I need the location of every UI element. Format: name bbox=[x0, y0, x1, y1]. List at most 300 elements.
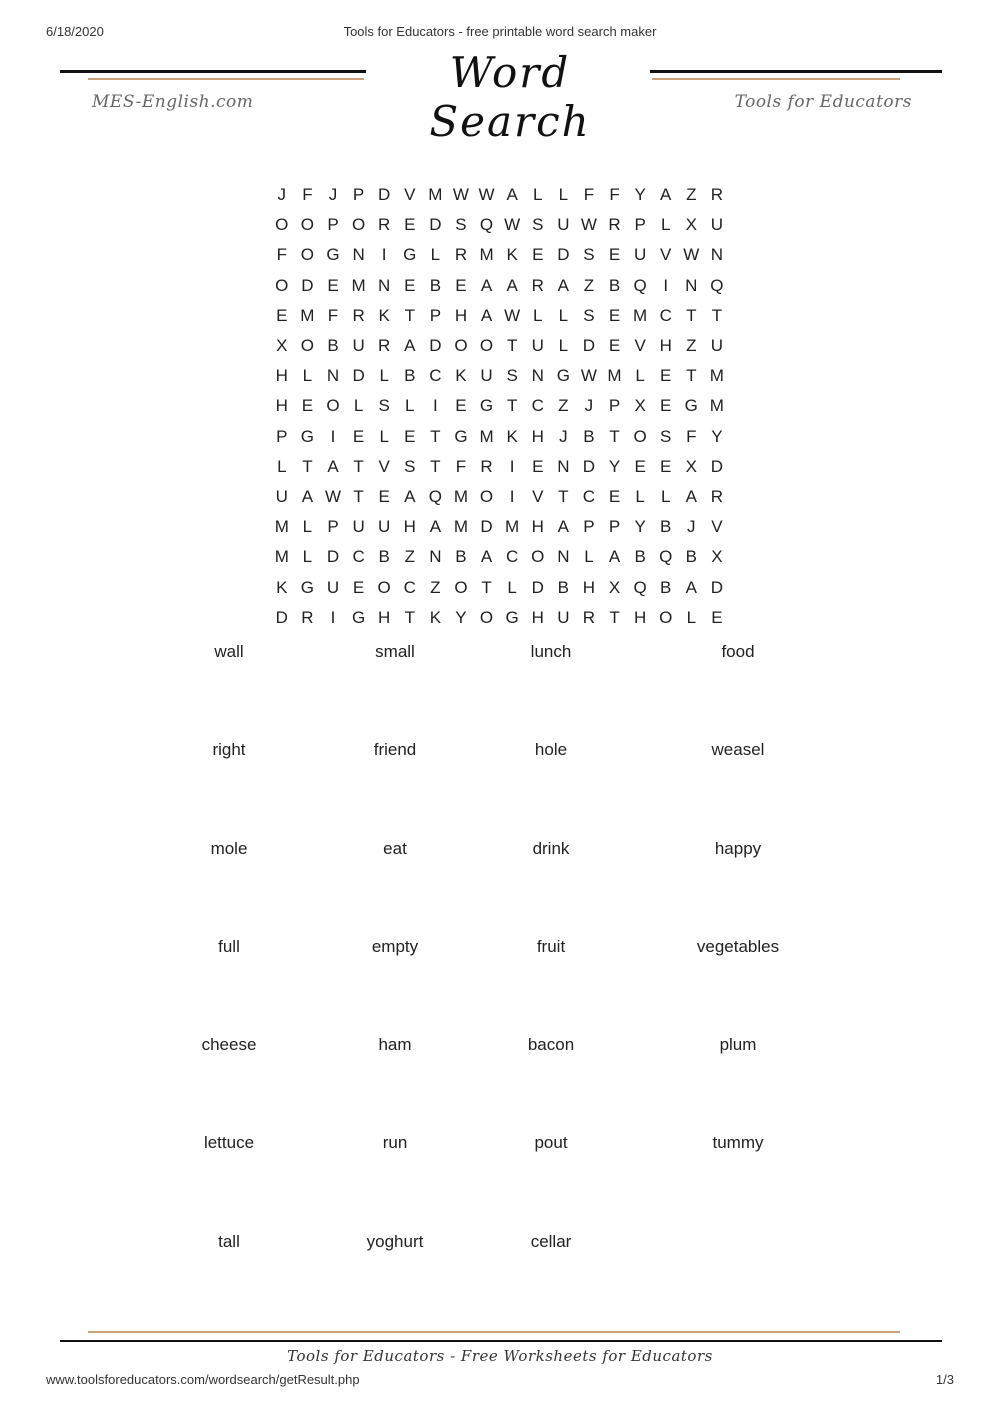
grid-letter: E bbox=[276, 305, 288, 325]
grid-letter: X bbox=[608, 577, 621, 597]
grid-letter: L bbox=[660, 486, 671, 506]
letter-grid bbox=[269, 180, 731, 633]
grid-letter: L bbox=[277, 456, 287, 476]
grid-letter: R bbox=[378, 215, 391, 235]
grid-letter: S bbox=[455, 215, 467, 235]
grid-letter: N bbox=[352, 245, 365, 265]
word-item: fruit bbox=[536, 936, 566, 956]
grid-letter: L bbox=[660, 215, 671, 235]
word-item: run bbox=[382, 1133, 408, 1153]
footer-url: www.toolsforeducators.com/wordsearch/getResult.php bbox=[46, 1372, 360, 1387]
grid-letter: F bbox=[302, 185, 313, 205]
grid-letter: Y bbox=[634, 185, 646, 205]
grid-letter: L bbox=[302, 547, 313, 567]
grid-letter: A bbox=[327, 456, 339, 476]
grid-letter: O bbox=[454, 577, 468, 597]
footer-page-number: 1/3 bbox=[935, 1372, 954, 1387]
grid-letter: Q bbox=[428, 486, 442, 506]
grid-letter: T bbox=[506, 336, 518, 356]
grid-letter: H bbox=[582, 577, 596, 597]
grid-letter: O bbox=[377, 577, 391, 597]
grid-letter: V bbox=[711, 517, 723, 537]
word-item: yoghurt bbox=[366, 1231, 424, 1251]
grid-letter: B bbox=[608, 275, 621, 295]
grid-letter: B bbox=[660, 577, 672, 597]
grid-letter: G bbox=[684, 396, 698, 416]
grid-letter: C bbox=[506, 547, 519, 567]
word-item: full bbox=[218, 936, 240, 956]
grid-letter: O bbox=[633, 426, 647, 446]
grid-letter: B bbox=[557, 577, 569, 597]
grid-letter: M bbox=[274, 547, 289, 567]
grid-letter: R bbox=[480, 456, 493, 476]
grid-letter: U bbox=[480, 366, 493, 386]
grid-letter: B bbox=[455, 547, 467, 567]
grid-letter: M bbox=[709, 366, 724, 386]
grid-letter: G bbox=[505, 607, 519, 627]
grid-letter: K bbox=[506, 245, 518, 265]
grid-letter: F bbox=[686, 426, 697, 446]
grid-row bbox=[269, 482, 731, 512]
word-row bbox=[0, 1230, 1000, 1328]
grid-letter: D bbox=[557, 245, 570, 265]
grid-letter: W bbox=[683, 245, 700, 265]
word-item: lettuce bbox=[203, 1133, 255, 1153]
grid-letter: T bbox=[404, 305, 415, 325]
grid-letter: L bbox=[558, 185, 569, 205]
footer-slogan: Tools for Educators - Free Worksheets for Educators bbox=[287, 1347, 713, 1365]
grid-letter: B bbox=[583, 426, 595, 446]
grid-letter: P bbox=[608, 396, 621, 416]
word-item: food bbox=[721, 642, 755, 661]
grid-letter: E bbox=[711, 607, 723, 627]
word-item: tummy bbox=[712, 1133, 764, 1153]
grid-letter: U bbox=[710, 215, 724, 235]
grid-letter: N bbox=[326, 366, 340, 386]
header-accent-right bbox=[652, 78, 900, 80]
grid-letter: Y bbox=[455, 607, 467, 627]
grid-letter: H bbox=[275, 396, 288, 416]
grid-letter: O bbox=[479, 607, 494, 627]
grid-letter: V bbox=[660, 245, 672, 265]
grid-letter: Y bbox=[634, 517, 646, 537]
grid-letter: P bbox=[583, 517, 595, 537]
grid-letter: Q bbox=[479, 215, 494, 235]
grid-letter: A bbox=[480, 305, 493, 325]
grid-letter: N bbox=[557, 456, 570, 476]
grid-letter: E bbox=[404, 215, 416, 235]
grid-letter: A bbox=[685, 486, 697, 506]
grid-letter: K bbox=[506, 426, 518, 446]
word-item: cellar bbox=[530, 1231, 572, 1251]
grid-letter: Z bbox=[558, 396, 569, 416]
grid-letter: U bbox=[352, 336, 365, 356]
grid-letter: F bbox=[583, 185, 595, 205]
grid-letter: Y bbox=[608, 456, 621, 476]
grid-letter: D bbox=[301, 275, 314, 295]
grid-letter: P bbox=[327, 215, 339, 235]
grid-letter: E bbox=[404, 275, 416, 295]
grid-letter: X bbox=[276, 336, 288, 356]
grid-letter: M bbox=[428, 185, 443, 205]
header-accent-left bbox=[88, 78, 364, 80]
grid-letter: T bbox=[686, 305, 697, 325]
footer-rule bbox=[60, 1340, 942, 1342]
grid-letter: E bbox=[352, 426, 365, 446]
grid-letter: D bbox=[352, 366, 365, 386]
grid-letter: T bbox=[686, 366, 697, 386]
grid-letter: B bbox=[429, 275, 442, 295]
grid-letter: A bbox=[557, 275, 569, 295]
grid-letter: K bbox=[276, 577, 288, 597]
grid-letter: G bbox=[403, 245, 417, 265]
grid-letter: N bbox=[429, 547, 442, 567]
grid-letter: G bbox=[326, 245, 340, 265]
grid-letter: T bbox=[506, 396, 518, 416]
grid-row bbox=[269, 180, 731, 210]
grid-letter: P bbox=[429, 305, 442, 325]
grid-letter: L bbox=[558, 336, 569, 356]
grid-letter: O bbox=[454, 336, 468, 356]
grid-letter: Z bbox=[583, 275, 595, 295]
grid-letter: W bbox=[452, 185, 469, 205]
word-item: empty bbox=[371, 936, 419, 956]
grid-letter: A bbox=[506, 275, 518, 295]
grid-letter: L bbox=[302, 517, 313, 537]
header-rule-right bbox=[650, 70, 942, 73]
grid-letter: R bbox=[301, 607, 314, 627]
grid-letter: E bbox=[455, 275, 467, 295]
grid-letter: T bbox=[609, 426, 620, 446]
grid-letter: G bbox=[300, 426, 314, 446]
grid-letter: G bbox=[556, 366, 570, 386]
print-page-title: Tools for Educators - free printable word search maker bbox=[343, 24, 657, 39]
grid-letter: O bbox=[300, 336, 314, 356]
grid-letter: T bbox=[302, 456, 313, 476]
grid-letter: G bbox=[351, 607, 366, 627]
grid-letter: F bbox=[276, 245, 287, 265]
grid-letter: W bbox=[324, 486, 341, 506]
grid-letter: H bbox=[633, 607, 647, 627]
grid-letter: M bbox=[709, 396, 724, 416]
grid-letter: O bbox=[300, 245, 314, 265]
grid-letter: D bbox=[480, 517, 493, 537]
grid-letter: U bbox=[557, 607, 570, 627]
grid-letter: C bbox=[352, 547, 365, 567]
grid-letter: I bbox=[330, 426, 336, 446]
grid-letter: A bbox=[660, 185, 672, 205]
grid-letter: H bbox=[659, 336, 672, 356]
grid-letter: U bbox=[557, 215, 570, 235]
grid-letter: N bbox=[378, 275, 391, 295]
grid-letter: B bbox=[327, 336, 339, 356]
site-name-right: Tools for Educators bbox=[734, 92, 912, 112]
grid-letter: O bbox=[351, 215, 366, 235]
grid-letter: Q bbox=[633, 577, 647, 597]
grid-letter: A bbox=[506, 185, 518, 205]
word-list bbox=[0, 640, 1000, 1328]
grid-row bbox=[269, 452, 731, 482]
grid-letter: T bbox=[609, 607, 620, 627]
worksheet-title: Word Search bbox=[429, 48, 591, 146]
grid-letter: U bbox=[352, 517, 365, 537]
grid-letter: B bbox=[378, 547, 390, 567]
grid-letter: E bbox=[455, 396, 467, 416]
word-item: pout bbox=[534, 1133, 568, 1153]
grid-letter: D bbox=[710, 577, 724, 597]
grid-letter: O bbox=[300, 215, 314, 235]
grid-letter: P bbox=[276, 426, 288, 446]
grid-letter: I bbox=[663, 275, 669, 295]
grid-letter: E bbox=[608, 486, 621, 506]
grid-letter: L bbox=[353, 396, 364, 416]
word-item: vegetables bbox=[696, 936, 780, 956]
word-item: weasel bbox=[711, 740, 765, 760]
grid-letter: L bbox=[430, 245, 441, 265]
grid-letter: E bbox=[660, 456, 672, 476]
grid-letter: M bbox=[479, 426, 494, 446]
grid-letter: I bbox=[432, 396, 438, 416]
grid-letter: H bbox=[403, 517, 416, 537]
grid-row bbox=[269, 331, 731, 361]
grid-letter: J bbox=[277, 185, 287, 205]
grid-letter: L bbox=[635, 366, 645, 386]
grid-letter: L bbox=[558, 305, 569, 325]
grid-letter: E bbox=[378, 486, 390, 506]
grid-letter: Z bbox=[404, 547, 415, 567]
grid-letter: V bbox=[532, 486, 544, 506]
grid-letter: Q bbox=[633, 275, 647, 295]
grid-letter: E bbox=[634, 456, 646, 476]
grid-letter: M bbox=[300, 305, 315, 325]
grid-letter: P bbox=[352, 185, 365, 205]
grid-letter: L bbox=[379, 426, 389, 446]
grid-letter: W bbox=[580, 215, 597, 235]
grid-letter: U bbox=[326, 577, 340, 597]
grid-letter: R bbox=[352, 305, 365, 325]
grid-letter: I bbox=[509, 486, 515, 506]
grid-letter: W bbox=[478, 185, 495, 205]
grid-letter: B bbox=[634, 547, 646, 567]
grid-letter: Z bbox=[686, 336, 697, 356]
grid-letter: E bbox=[404, 426, 416, 446]
grid-letter: O bbox=[479, 336, 494, 356]
grid-letter: G bbox=[479, 396, 494, 416]
print-date: 6/18/2020 bbox=[46, 24, 104, 39]
grid-letter: M bbox=[607, 366, 622, 386]
word-row bbox=[0, 1131, 1000, 1229]
footer-accent-line bbox=[88, 1331, 900, 1333]
grid-letter: F bbox=[455, 456, 467, 476]
grid-letter: E bbox=[327, 275, 339, 295]
grid-letter: H bbox=[275, 366, 288, 386]
grid-letter: V bbox=[378, 456, 390, 476]
grid-row bbox=[269, 512, 731, 542]
grid-letter: P bbox=[634, 215, 646, 235]
grid-letter: A bbox=[429, 517, 442, 537]
grid-letter: D bbox=[326, 547, 340, 567]
grid-letter: I bbox=[330, 607, 336, 627]
grid-letter: K bbox=[455, 366, 467, 386]
grid-letter: F bbox=[327, 305, 339, 325]
grid-letter: T bbox=[558, 486, 569, 506]
grid-letter: M bbox=[453, 486, 469, 506]
grid-letter: M bbox=[351, 275, 366, 295]
grid-letter: S bbox=[404, 456, 416, 476]
word-item: eat bbox=[383, 838, 407, 858]
grid-letter: N bbox=[710, 245, 724, 265]
word-item: ham bbox=[378, 1035, 412, 1055]
grid-letter: T bbox=[353, 486, 364, 506]
grid-letter: O bbox=[275, 215, 289, 235]
grid-letter: T bbox=[481, 577, 492, 597]
grid-letter: Q bbox=[659, 547, 673, 567]
grid-letter: Z bbox=[430, 577, 441, 597]
grid-letter: B bbox=[660, 517, 672, 537]
grid-letter: E bbox=[352, 577, 365, 597]
grid-letter: E bbox=[608, 336, 621, 356]
site-name-left: MES-English.com bbox=[92, 92, 254, 112]
grid-letter: C bbox=[403, 577, 416, 597]
grid-letter: M bbox=[453, 517, 469, 537]
grid-letter: T bbox=[404, 607, 415, 627]
grid-letter: A bbox=[404, 336, 416, 356]
word-item: drink bbox=[532, 838, 570, 858]
grid-letter: G bbox=[300, 577, 314, 597]
grid-letter: N bbox=[557, 547, 570, 567]
grid-letter: P bbox=[608, 517, 621, 537]
grid-letter: L bbox=[405, 396, 415, 416]
grid-letter: S bbox=[583, 305, 595, 325]
word-item: happy bbox=[714, 838, 762, 858]
grid-row bbox=[269, 301, 731, 331]
grid-letter: I bbox=[509, 456, 515, 476]
grid-letter: E bbox=[301, 396, 314, 416]
grid-letter: T bbox=[430, 426, 441, 446]
grid-letter: M bbox=[274, 517, 289, 537]
grid-letter: V bbox=[404, 185, 416, 205]
word-item: wall bbox=[214, 642, 244, 661]
grid-letter: I bbox=[381, 245, 387, 265]
grid-letter: T bbox=[353, 456, 364, 476]
word-item: friend bbox=[373, 740, 417, 760]
word-item: hole bbox=[534, 740, 568, 760]
grid-letter: L bbox=[302, 366, 313, 386]
word-row bbox=[0, 738, 1000, 836]
grid-row bbox=[269, 361, 731, 391]
grid-letter: L bbox=[533, 305, 543, 325]
grid-letter: M bbox=[479, 245, 494, 265]
grid-letter: D bbox=[710, 456, 724, 476]
grid-letter: X bbox=[685, 456, 697, 476]
grid-letter: M bbox=[505, 517, 520, 537]
grid-row bbox=[269, 271, 731, 301]
grid-letter: D bbox=[275, 607, 288, 627]
word-row bbox=[0, 1033, 1000, 1131]
grid-letter: S bbox=[378, 396, 390, 416]
grid-letter: H bbox=[531, 426, 544, 446]
grid-letter: O bbox=[326, 396, 340, 416]
word-item: lunch bbox=[530, 642, 572, 661]
grid-letter: F bbox=[609, 185, 620, 205]
grid-letter: X bbox=[685, 215, 697, 235]
grid-letter: A bbox=[404, 486, 416, 506]
grid-letter: R bbox=[531, 275, 544, 295]
grid-letter: E bbox=[608, 305, 621, 325]
grid-letter: A bbox=[608, 547, 621, 567]
word-item: bacon bbox=[527, 1035, 575, 1055]
word-item: tall bbox=[218, 1231, 240, 1251]
grid-letter: O bbox=[659, 607, 673, 627]
grid-letter: B bbox=[404, 366, 416, 386]
grid-letter: L bbox=[686, 607, 697, 627]
grid-letter: D bbox=[429, 336, 442, 356]
grid-letter: T bbox=[711, 305, 723, 325]
grid-row bbox=[269, 240, 731, 270]
grid-row bbox=[269, 603, 731, 633]
grid-letter: L bbox=[533, 185, 543, 205]
grid-letter: X bbox=[711, 547, 723, 567]
grid-letter: Q bbox=[710, 275, 724, 295]
grid-letter: K bbox=[429, 607, 442, 627]
grid-letter: L bbox=[379, 366, 389, 386]
grid-letter: S bbox=[660, 426, 672, 446]
grid-letter: D bbox=[582, 336, 596, 356]
grid-row bbox=[269, 422, 731, 452]
grid-letter: C bbox=[582, 486, 596, 506]
grid-letter: C bbox=[659, 305, 672, 325]
word-item: small bbox=[375, 642, 415, 661]
word-item: cheese bbox=[201, 1035, 257, 1055]
word-row bbox=[0, 935, 1000, 1033]
header-rule-left bbox=[60, 70, 366, 73]
grid-letter: L bbox=[584, 547, 594, 567]
grid-letter: J bbox=[584, 396, 594, 416]
grid-letter: A bbox=[301, 486, 314, 506]
grid-letter: V bbox=[634, 336, 646, 356]
grid-letter: E bbox=[660, 396, 672, 416]
grid-letter: W bbox=[580, 366, 597, 386]
grid-letter: K bbox=[378, 305, 390, 325]
grid-letter: O bbox=[479, 486, 494, 506]
grid-letter: U bbox=[378, 517, 391, 537]
grid-letter: X bbox=[634, 396, 646, 416]
grid-letter: D bbox=[378, 185, 391, 205]
grid-letter: A bbox=[685, 577, 697, 597]
grid-letter: R bbox=[378, 336, 391, 356]
grid-row bbox=[269, 572, 731, 602]
grid-letter: S bbox=[506, 366, 518, 386]
grid-letter: P bbox=[327, 517, 339, 537]
grid-letter: S bbox=[583, 245, 595, 265]
grid-letter: O bbox=[275, 275, 289, 295]
grid-letter: H bbox=[531, 517, 544, 537]
grid-letter: D bbox=[429, 215, 442, 235]
grid-letter: U bbox=[531, 336, 544, 356]
grid-letter: G bbox=[454, 426, 468, 446]
grid-letter: T bbox=[430, 456, 441, 476]
word-row bbox=[0, 640, 1000, 738]
grid-letter: R bbox=[710, 185, 724, 205]
grid-letter: R bbox=[582, 607, 596, 627]
grid-letter: L bbox=[635, 486, 645, 506]
grid-letter: H bbox=[454, 305, 468, 325]
grid-letter: C bbox=[531, 396, 544, 416]
grid-letter: N bbox=[685, 275, 698, 295]
grid-row bbox=[269, 391, 731, 421]
grid-letter: U bbox=[710, 336, 724, 356]
grid-letter: H bbox=[531, 607, 544, 627]
